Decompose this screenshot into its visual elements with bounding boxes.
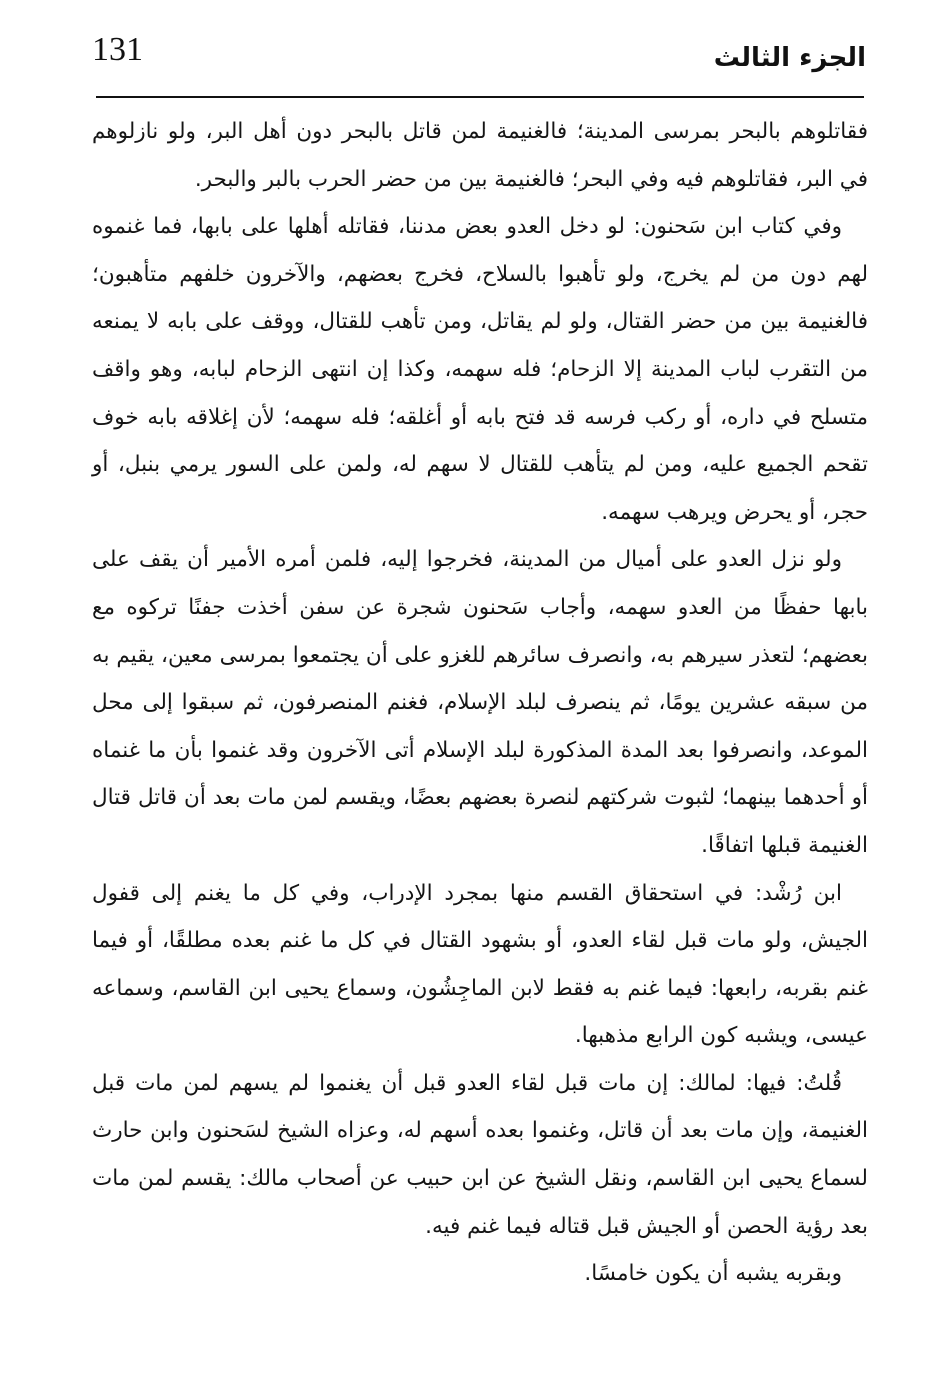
page-number: 131	[92, 31, 143, 68]
page-body	[92, 108, 868, 1298]
paragraph: قُلتُ: فيها: لمالك: إن مات قبل لقاء العدو قبل أن يغنموا لم يسهم لمن مات قبل الغنيمة، وإن مات بعد أن قاتل، وغنموا بعده أسهم له، وعزاه الشيخ لسَحنون وابن حارث لسماع يحيى ابن القاسم، ونقل الشيخ عن ابن حبيب عن أصحاب مالك: يقسم لمن مات بعد رؤية الحصن أو الجيش قبل قتاله فيما غنم فيه.	[92, 1070, 868, 1239]
paragraph: وفي كتاب ابن سَحنون: لو دخل العدو بعض مدننا، فقاتله أهلها على بابها، فما غنموه لهم دون من لم يخرج، ولو تأهبوا بالسلاح، فخرج بعضهم، والآخرون خلفهم متأهبون؛ فالغنيمة بين من حضر القتال، ولو لم يقاتل، ومن تأهب للقتال، ووقف على بابه لا يمنعه من التقرب لباب المدينة إلا الزحام؛ فله سهمه، وكذا إن انتهى الزحام لبابه، وهو واقف متسلح في داره، أو ركب فرسه قد فتح بابه أو أغلقه؛ فله سهمه؛ لأن إغلاقه بابه خوف تقحم الجميع عليه، ومن لم يتأهب للقتال لا سهم له، ولمن على السور يرمي بنبل، أو حجر، أو يحرض ويرهب سهمه.	[92, 214, 868, 525]
running-head: الجزء الثالث	[713, 43, 866, 73]
paragraph: ابن رُشْد: في استحقاق القسم منها بمجرد الإدراب، وفي كل ما يغنم إلى قفول الجيش، ولو مات قبل لقاء العدو، أو بشهود القتال في كل ما غنم بعده مطلقًا، أو فيما غنم بقربه، رابعها: فيما غنم به فقط لابن الماجِشُون، وسماع يحيى ابن القاسم، وسماعه عيسى، ويشبه كون الرابع مذهبها.	[92, 880, 868, 1049]
paragraph: وبقربه يشبه أن يكون خامسًا.	[584, 1261, 842, 1287]
paragraph: ولو نزل العدو على أميال من المدينة، فخرجوا إليه، فلمن أمره الأمير أن يقف على بابها حفظًا من العدو سهمه، وأجاب سَحنون شجرة عن سفن أخذت جفنًا تركوه مع بعضهم؛ لتعذر سيرهم به، وانصرف سائرهم للغزو على أن يجتمعوا بمرسى معين، يقيم به من سبقه عشرين يومًا، ثم ينصرف لبلد الإسلام، فغنم المنصرفون، ثم سبقوا إلى محل الموعد، وانصرفوا بعد المدة المذكورة لبلد الإسلام أتى الآخرون وقد غنموا بأن ما غنماه أو أحدهما بينهما؛ لثبوت شركتهم لنصرة بعضهم بعضًا، ويقسم لمن مات بعد أن قاتل قتال الغنيمة قبلها اتفاقًا.	[92, 547, 868, 858]
page-header	[88, 30, 866, 88]
paragraph: فقاتلوهم بالبحر بمرسى المدينة؛ فالغنيمة لمن قاتل بالبحر دون أهل البر، ولو نازلوهم في البر، فقاتلوهم فيه وفي البحر؛ فالغنيمة بين من حضر الحرب بالبر والبحر.	[92, 119, 868, 192]
header-rule	[96, 96, 864, 98]
